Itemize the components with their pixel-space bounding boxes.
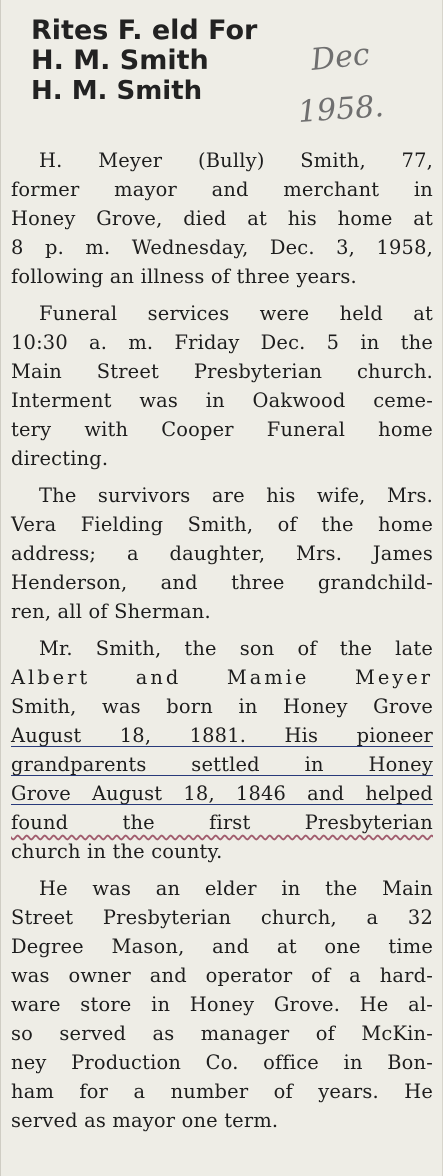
text-line: Funeral services were held at (39, 302, 433, 325)
article-body (11, 146, 433, 1143)
text-line: The survivors are his wife, Mrs. (39, 484, 433, 507)
headline-line-3: H. M. Smith (31, 76, 203, 106)
handwritten-year: 1958. (296, 89, 386, 130)
text-line: 8 p. m. Wednesday, Dec. 3, 1958, (11, 236, 433, 259)
paragraph-survivors (11, 481, 433, 626)
text-line: address; a daughter, Mrs. James (11, 542, 433, 565)
paragraph-funeral (11, 299, 433, 473)
paragraph-death (11, 146, 433, 291)
text-line: Smith, was born in Honey Grove (11, 695, 433, 718)
text-line: H. Meyer (Bully) Smith, 77, (39, 149, 433, 172)
text-line: found the first Presbyterian (11, 811, 433, 834)
handwritten-month: Dec (309, 37, 372, 78)
text-line: so served as manager of McKin- (11, 1022, 433, 1045)
headline-line-2: H. M. Smith (31, 45, 209, 76)
text-line: former mayor and merchant in (11, 178, 433, 201)
paragraph-civic-life (11, 874, 433, 1135)
text-line: ware store in Honey Grove. He al- (11, 993, 433, 1016)
text-line: served as mayor one term. (11, 1109, 279, 1132)
text-line: tery with Cooper Funeral home (11, 418, 433, 441)
text-line: Albert and Mamie Meyer (11, 666, 433, 689)
text-line: Mr. Smith, the son of the late (39, 637, 433, 660)
text-line: Henderson, and three grandchild- (11, 571, 433, 594)
text-line: Grove August 18, 1846 and helped (11, 782, 433, 805)
text-line: church in the county. (11, 840, 223, 863)
text-line: August 18, 1881. His pioneer (11, 724, 433, 747)
paragraph-biography (11, 634, 433, 866)
headline (31, 16, 331, 106)
text-line: ren, all of Sherman. (11, 600, 211, 623)
text-line: Honey Grove, died at his home at (11, 207, 433, 230)
text-line: He was an elder in the Main (39, 877, 433, 900)
text-line: directing. (11, 447, 109, 470)
text-line: Main Street Presbyterian church. (11, 360, 433, 383)
text-line: Vera Fielding Smith, of the home (11, 513, 433, 536)
text-line: was owner and operator of a hard- (11, 964, 433, 987)
text-line: ham for a number of years. He (11, 1080, 433, 1103)
text-line: 10:30 a. m. Friday Dec. 5 in the (11, 331, 433, 354)
text-line: Interment was in Oakwood ceme- (11, 389, 433, 412)
text-line: ney Production Co. office in Bon- (11, 1051, 433, 1074)
text-line: following an illness of three years. (11, 265, 357, 288)
headline-line-1: Rites F. eld For (31, 15, 258, 46)
text-line: Street Presbyterian church, a 32 (11, 906, 433, 929)
text-line: Degree Mason, and at one time (11, 935, 433, 958)
text-line: grandparents settled in Honey (11, 753, 433, 776)
